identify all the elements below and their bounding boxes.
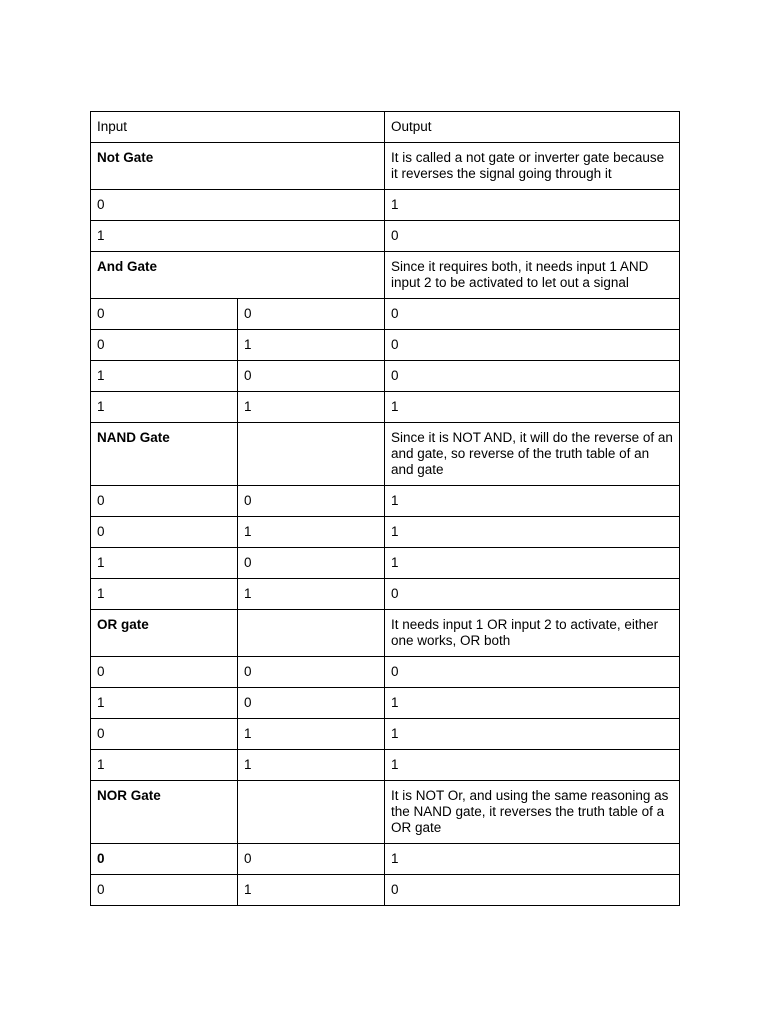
- truth-table-row: [91, 719, 680, 750]
- output-header: Output: [385, 112, 680, 143]
- input-2-value: 1: [238, 392, 385, 423]
- truth-table-row: [91, 657, 680, 688]
- gate-description: Since it is NOT AND, it will do the reverse of an and gate, so reverse of the truth table of an and gate: [385, 423, 680, 486]
- output-value: 1: [385, 750, 680, 781]
- output-value: 0: [385, 221, 680, 252]
- truth-table-row: [91, 517, 680, 548]
- input-2-value: 0: [238, 844, 385, 875]
- input-1-value: 1: [91, 548, 238, 579]
- gate-title-row: [91, 423, 680, 486]
- gate-title-row: [91, 610, 680, 657]
- gate-title-row: [91, 781, 680, 844]
- output-value: 1: [385, 517, 680, 548]
- input-2-value: 0: [238, 299, 385, 330]
- gate-title-blank: [238, 781, 385, 844]
- truth-table-row: [91, 330, 680, 361]
- input-2-value: 1: [238, 750, 385, 781]
- truth-table-row: [91, 750, 680, 781]
- input-2-value: 1: [238, 875, 385, 906]
- truth-table-row: [91, 486, 680, 517]
- output-value: 1: [385, 719, 680, 750]
- input-1-value: 1: [91, 750, 238, 781]
- gate-title-blank: [238, 610, 385, 657]
- output-value: 0: [385, 330, 680, 361]
- input-2-value: 0: [238, 361, 385, 392]
- input-2-value: 1: [238, 330, 385, 361]
- input-value: 0: [91, 190, 385, 221]
- input-2-value: 1: [238, 579, 385, 610]
- input-1-value: 0: [91, 875, 238, 906]
- gate-title: NOR Gate: [91, 781, 238, 844]
- gate-description: It needs input 1 OR input 2 to activate, either one works, OR both: [385, 610, 680, 657]
- output-value: 0: [385, 299, 680, 330]
- input-1-value: 0: [91, 719, 238, 750]
- header-row: [91, 112, 680, 143]
- truth-table-row: [91, 392, 680, 423]
- input-1-value: 0: [91, 844, 238, 875]
- truth-table-row: [91, 844, 680, 875]
- output-value: 1: [385, 392, 680, 423]
- gate-title: And Gate: [91, 252, 385, 299]
- input-1-value: 0: [91, 330, 238, 361]
- output-value: 1: [385, 548, 680, 579]
- output-value: 1: [385, 190, 680, 221]
- output-value: 0: [385, 361, 680, 392]
- input-header: Input: [91, 112, 385, 143]
- gate-title-row: [91, 252, 680, 299]
- input-1-value: 1: [91, 361, 238, 392]
- truth-table-row: [91, 548, 680, 579]
- logic-gates-table: [90, 111, 680, 906]
- output-value: 0: [385, 579, 680, 610]
- gate-title-row: [91, 143, 680, 190]
- output-value: 1: [385, 688, 680, 719]
- gate-description: Since it requires both, it needs input 1 AND input 2 to be activated to let out a signal: [385, 252, 680, 299]
- input-2-value: 0: [238, 486, 385, 517]
- truth-table-row: [91, 299, 680, 330]
- input-2-value: 0: [238, 548, 385, 579]
- input-1-value: 0: [91, 299, 238, 330]
- input-1-value: 0: [91, 486, 238, 517]
- output-value: 0: [385, 657, 680, 688]
- input-1-value: 0: [91, 657, 238, 688]
- input-value: 1: [91, 221, 385, 252]
- truth-table-row: [91, 221, 680, 252]
- input-1-value: 1: [91, 392, 238, 423]
- truth-table-row: [91, 190, 680, 221]
- truth-table-row: [91, 688, 680, 719]
- gate-title: Not Gate: [91, 143, 385, 190]
- input-1-value: 1: [91, 579, 238, 610]
- gate-title: NAND Gate: [91, 423, 238, 486]
- gate-title: OR gate: [91, 610, 238, 657]
- input-1-value: 0: [91, 517, 238, 548]
- input-2-value: 0: [238, 657, 385, 688]
- gate-title-blank: [238, 423, 385, 486]
- input-2-value: 1: [238, 517, 385, 548]
- output-value: 1: [385, 486, 680, 517]
- input-2-value: 0: [238, 688, 385, 719]
- output-value: 1: [385, 844, 680, 875]
- truth-table-row: [91, 579, 680, 610]
- truth-table-row: [91, 361, 680, 392]
- gate-description: It is NOT Or, and using the same reasoning as the NAND gate, it reverses the truth table of a OR gate: [385, 781, 680, 844]
- input-1-value: 1: [91, 688, 238, 719]
- gate-description: It is called a not gate or inverter gate because it reverses the signal going through it: [385, 143, 680, 190]
- table-body: [91, 112, 680, 906]
- output-value: 0: [385, 875, 680, 906]
- input-2-value: 1: [238, 719, 385, 750]
- truth-table-row: [91, 875, 680, 906]
